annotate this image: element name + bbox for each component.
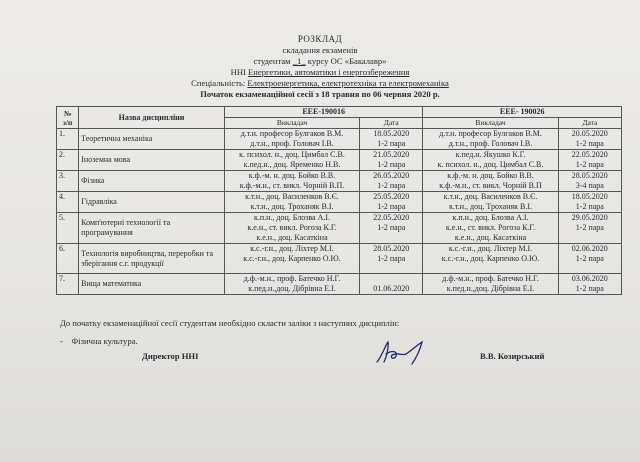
teacher-cell: к.п.н., доц. Блозва А.І. к.е.н., ст. викл. Рогоза К.Г. к.е.н., доц. Касаткіна — [224, 213, 359, 244]
table-row — [57, 244, 622, 274]
teacher-cell: к. психол. н., доц. Цимбал С.В. к.пед.н., доц. Яременко Н.В. — [224, 150, 359, 171]
teacher-header-2: Викладач — [423, 118, 558, 129]
footer-note: До початку екзаменаційної сесії студентам необхідно скласти заліки з наступних дисциплін: — [60, 318, 400, 328]
course-line: студентам _1_ курсу ОС «Бакалавр» — [253, 56, 387, 66]
date-cell: 28.05.2020 3-4 пара — [558, 171, 621, 192]
teacher-cell: к.с.-г.н., доц. Ліхтер М.І. к.с.-г.н., доц. Карпенко О.Ю. — [423, 244, 558, 274]
date-cell: 26.05.2020 1-2 пара — [360, 171, 423, 192]
row-number: 6. — [57, 244, 79, 274]
date-header-2: Дата — [558, 118, 621, 129]
course-number: _1_ — [292, 56, 306, 66]
director-label: Директор ННІ — [142, 351, 199, 361]
specialty-line: Спеціальність: Електроенергетика, електротехніка та електромеханіка — [191, 78, 449, 88]
date-cell: 02.06.2020 1-2 пара — [558, 244, 621, 274]
table-row — [57, 171, 622, 192]
table-row — [57, 129, 622, 150]
institute-name: Енергетики, автоматики і енергозбереження — [248, 67, 410, 77]
subject-name: Комп'ютерні технології та програмування — [79, 213, 225, 244]
col-subject-header: Назва дисципліни — [79, 107, 225, 129]
bullet-item: - Фізична культура. — [60, 336, 138, 346]
table-row — [57, 274, 622, 295]
table-row — [57, 213, 622, 244]
date-cell: 28.05.2020 1-2 пара — [360, 244, 423, 274]
signature-image — [372, 336, 442, 368]
date-header-1: Дата — [360, 118, 423, 129]
date-cell: 29.05.2020 1-2 пара — [558, 213, 621, 244]
director-name: В.В. Козирський — [480, 351, 545, 361]
subject-name: Вища математика — [79, 274, 225, 295]
teacher-cell: к.п.н., доц. Блозва А.І. к.е.н., ст. викл. Рогоза К.Г. к.е.н., доц. Касаткіна — [423, 213, 558, 244]
subject-name: Іноземна мова — [79, 150, 225, 171]
row-number: 3. — [57, 171, 79, 192]
teacher-header-1: Викладач — [224, 118, 359, 129]
group-header-1: ЕЕЕ-190016 — [224, 107, 423, 118]
date-cell: 18.05.2020 1-2 пара — [558, 192, 621, 213]
table-row — [57, 192, 622, 213]
teacher-cell: к.ф.-м. н. доц. Бойко В.В. к.ф.-м.н., ст. викл. Чорній В.П. — [224, 171, 359, 192]
date-cell: 01.06.2020 — [360, 274, 423, 295]
subject-name: Фізика — [79, 171, 225, 192]
date-cell: 20.05.2020 1-2 пара — [558, 129, 621, 150]
teacher-cell: д.т.н. професор Булгаков В.М. д.т.н., проф. Головач І.В. — [224, 129, 359, 150]
date-cell: 21.05.2020 1-2 пара — [360, 150, 423, 171]
group-header-2: ЕЕЕ- 190026 — [423, 107, 622, 118]
specialty-name: Електроенергетика, електротехніка та електромеханіка — [247, 78, 449, 88]
row-number: 5. — [57, 213, 79, 244]
col-number-header: № з/п — [57, 107, 79, 129]
teacher-cell: к.ф.-м. н. доц. Бойко В.В. к.ф.-м.н., ст. викл. Чорній В.П — [423, 171, 558, 192]
document-title: РОЗКЛАД — [297, 34, 343, 44]
row-number: 2. — [57, 150, 79, 171]
teacher-cell: к.т.н., доц. Василенков В.Є. к.т.н., доц. Троханяк В.І. — [423, 192, 558, 213]
subject-name: Технологія виробництва, переробки та зберігання с.г. продукції — [79, 244, 225, 274]
session-dates: Початок екзаменаційної сесії з 18 травня по 06 червня 2020 р. — [200, 89, 440, 99]
subject-name: Гідравліка — [79, 192, 225, 213]
subtitle: складання екзаменів — [282, 45, 358, 55]
document-header — [0, 0, 640, 100]
date-cell: 22.05.2020 1-2 пара — [360, 213, 423, 244]
subject-name: Теоретична механіка — [79, 129, 225, 150]
teacher-cell: д.ф.-м.н., проф. Батечко Н.Г. к.пед.н.,доц. Дібрівна Е.І. — [423, 274, 558, 295]
teacher-cell: д.ф.-м.н., проф. Батечко Н.Г. к.пед.н.,доц. Дібрівна Е.І. — [224, 274, 359, 295]
teacher-cell: к.пед.н. Якушко К.Г. к. психол. н., доц. Цимбал С.В. — [423, 150, 558, 171]
row-number: 4. — [57, 192, 79, 213]
date-cell: 03.06.2020 1-2 пара — [558, 274, 621, 295]
row-number: 7. — [57, 274, 79, 295]
date-cell: 22.05.2020 1-2 пара — [558, 150, 621, 171]
date-cell: 25.05.2020 1-2 пара — [360, 192, 423, 213]
teacher-cell: д.т.н. професор Булгаков В.М. д.т.н., проф. Головач І.В. — [423, 129, 558, 150]
exam-schedule-table — [56, 106, 622, 295]
teacher-cell: к.т.н., доц. Василенков В.Є. к.т.н., доц. Троханяк В.І. — [224, 192, 359, 213]
institute-line: ННІ Енергетики, автоматики і енергозбереження — [230, 67, 410, 77]
row-number: 1. — [57, 129, 79, 150]
date-cell: 18.05.2020 1-2 пара — [360, 129, 423, 150]
teacher-cell: к.с.-г.н., доц. Ліхтер М.І. к.с.-г.н., доц. Карпенко О.Ю. — [224, 244, 359, 274]
table-row — [57, 150, 622, 171]
